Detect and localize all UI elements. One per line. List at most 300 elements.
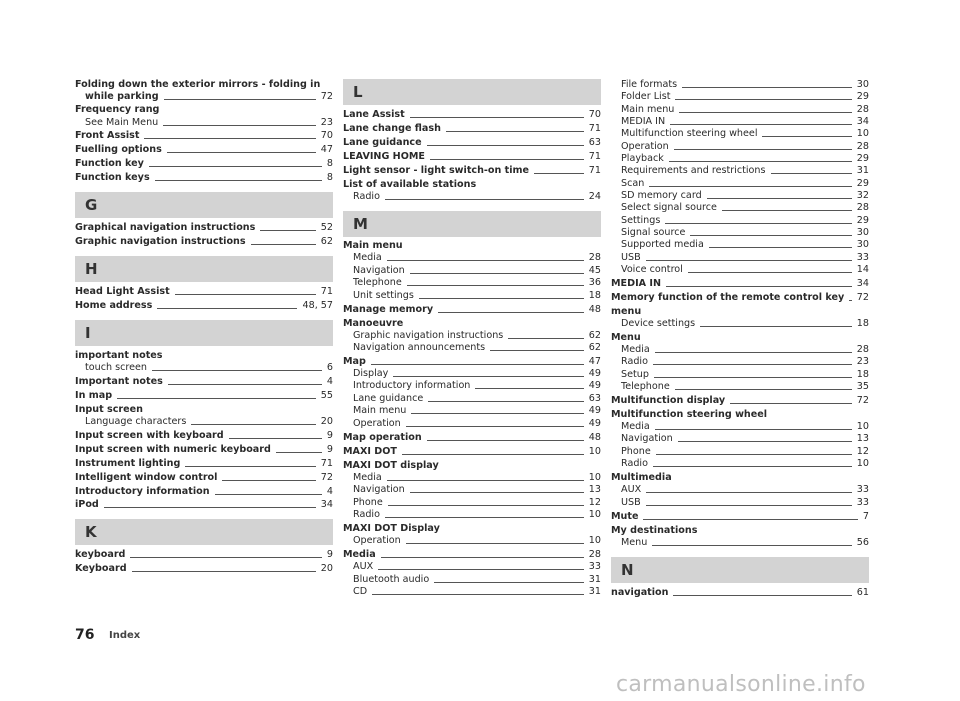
entry-page-number[interactable]: 49 [588,380,601,391]
entry-page-number[interactable]: 33 [856,497,869,508]
index-entry [343,151,601,163]
leader-line [410,117,584,118]
leader-line [168,384,322,385]
entry-page-number[interactable]: 63 [588,137,601,148]
leader-line [378,569,584,570]
leader-line [427,440,584,441]
entry-page-number[interactable]: 34 [856,116,869,127]
entry-page-number[interactable]: 10 [856,128,869,139]
entry-page-number[interactable]: 28 [856,104,869,115]
entry-page-number[interactable]: 23 [320,117,333,128]
leader-line [419,298,584,299]
entry-label: Front Assist [75,130,140,141]
leader-line [643,519,857,520]
leader-line [411,413,583,414]
index-entry [75,350,333,362]
entry-label: Map [343,356,366,367]
entry-page-number[interactable]: 62 [320,236,333,247]
leader-line [260,230,315,231]
entry-page-number[interactable]: 32 [856,190,869,201]
letter-heading: N [611,557,869,583]
index-entry [343,123,601,135]
leader-line [707,198,852,199]
index-entry [611,252,869,264]
leader-line [155,180,322,181]
entry-page-number[interactable]: 35 [856,381,869,392]
index-entry [611,116,869,128]
leader-line [688,272,852,273]
entry-page-number[interactable]: 47 [588,356,601,367]
entry-label: Main menu [621,104,675,115]
leader-line [646,505,852,506]
index-entry [611,421,869,433]
entry-label: Fuelling options [75,144,162,155]
leader-line [393,376,583,377]
entry-label: USB [621,252,641,263]
entry-label: Introductory information [353,380,471,391]
leader-line [670,124,852,125]
entry-label: navigation [611,587,669,598]
entry-label: Manage memory [343,304,434,315]
leader-line [164,99,316,100]
entry-page-number[interactable]: 52 [320,222,333,233]
entry-label: touch screen [85,362,148,373]
entry-page-number[interactable]: 72 [320,91,333,102]
leader-line [152,370,322,371]
entry-label: Operation [353,535,401,546]
entry-label: Main menu [343,240,403,251]
leader-line [149,166,322,167]
entry-page-number[interactable]: 8 [326,172,333,183]
letter-heading: G [75,192,333,218]
index-entry [611,587,869,599]
index-entry [611,239,869,251]
entry-page-number[interactable]: 28 [588,549,601,560]
leader-line [446,131,584,132]
index-entry [343,137,601,149]
index-entry [611,356,869,368]
entry-page-number[interactable]: 33 [588,561,601,572]
leader-line [675,389,852,390]
entry-label: Function key [75,158,144,169]
entry-label: Radio [353,509,380,520]
entry-page-number[interactable]: 30 [856,239,869,250]
index-entry [75,117,333,129]
entry-label: Input screen with numeric keyboard [75,444,271,455]
entry-label: Folding down the exterior mirrors - folding in [75,79,321,90]
index-entry [611,537,869,549]
leader-line [385,199,584,200]
entry-label: Scan [621,178,645,189]
entry-page-number[interactable]: 55 [320,390,333,401]
index-entry [75,472,333,484]
entry-page-number[interactable]: 56 [856,537,869,548]
entry-label: Graphic navigation instructions [353,330,504,341]
entry-label: Operation [353,418,401,429]
index-entry [343,509,601,521]
entry-page-number[interactable]: 8 [326,158,333,169]
leader-line [406,426,584,427]
index-entry [611,141,869,153]
entry-page-number[interactable]: 34 [320,499,333,510]
letter-heading: L [343,79,601,105]
entry-page-number[interactable]: 13 [856,433,869,444]
entry-page-number[interactable]: 61 [856,587,869,598]
index-entry [611,153,869,165]
index-entry [611,165,869,177]
entry-label: Lane change flash [343,123,441,134]
entry-page-number[interactable]: 13 [588,484,601,495]
entry-page-number[interactable]: 71 [588,151,601,162]
index-entry [611,292,869,304]
index-entry [611,104,869,116]
entry-label: Telephone [621,381,670,392]
entry-page-number[interactable]: 62 [588,342,601,353]
index-entry [343,574,601,586]
leader-line [163,125,316,126]
entry-page-number[interactable]: 30 [856,227,869,238]
leader-line [276,452,322,453]
entry-label: Navigation announcements [353,342,486,353]
entry-label: Setup [621,369,649,380]
entry-label: MAXI DOT Display [343,523,440,534]
index-entry [75,458,333,470]
index-entry [343,265,601,277]
leader-line [132,571,316,572]
entry-label: Lane Assist [343,109,405,120]
entry-label: Head Light Assist [75,286,170,297]
index-entry [343,318,601,330]
index-entry [343,446,601,458]
entry-page-number[interactable]: 7 [862,511,869,522]
entry-page-number[interactable]: 31 [856,165,869,176]
leader-line [709,247,852,248]
entry-page-number[interactable]: 4 [326,486,333,497]
leader-line [679,112,851,113]
entry-label: Folder List [621,91,671,102]
entry-label: Media [621,344,650,355]
entry-page-number[interactable]: 30 [856,79,869,90]
entry-page-number[interactable]: 29 [856,178,869,189]
leader-line [167,152,316,153]
entry-page-number[interactable]: 29 [856,153,869,164]
entry-page-number[interactable]: 71 [320,458,333,469]
entry-label: Memory function of the remote control key [611,292,845,303]
entry-label: while parking [85,91,159,102]
leader-line [130,557,321,558]
leader-line [653,466,852,467]
entry-page-number[interactable]: 9 [326,430,333,441]
index-entry [75,222,333,234]
entry-label: Navigation [621,433,673,444]
index-entry [343,405,601,417]
index-entry [343,165,601,177]
entry-label: USB [621,497,641,508]
entry-label: Manoeuvre [343,318,404,329]
entry-label: Input screen [75,404,143,415]
leader-line [402,454,584,455]
index-entry [343,179,601,191]
entry-label: Media [353,472,382,483]
index-entry [343,290,601,302]
index-entry [343,356,601,368]
entry-page-number[interactable]: 45 [588,265,601,276]
index-entry [75,416,333,428]
index-entry [611,91,869,103]
entry-label: Intelligent window control [75,472,218,483]
leader-line [434,582,584,583]
index-entry [611,215,869,227]
index-entry [343,191,601,203]
entry-label: important notes [75,350,163,361]
entry-label: Display [353,368,389,379]
index-entry [611,278,869,290]
entry-page-number[interactable]: 10 [588,446,601,457]
entry-label: Menu [611,332,641,343]
entry-page-number[interactable]: 20 [320,416,333,427]
index-entry [343,330,601,342]
entry-page-number[interactable]: 31 [588,586,601,597]
index-entry [343,418,601,430]
entry-page-number[interactable]: 10 [856,421,869,432]
entry-label: menu [611,306,642,317]
entry-page-number[interactable]: 49 [588,368,601,379]
entry-page-number[interactable]: 63 [588,393,601,404]
entry-label: Input screen with keyboard [75,430,224,441]
entry-page-number[interactable]: 70 [588,109,601,120]
leader-line [406,543,584,544]
entry-label: Navigation [353,265,405,276]
index-entry [611,525,869,537]
index-entry [75,236,333,248]
entry-label: Keyboard [75,563,127,574]
index-entry [75,486,333,498]
entry-label: File formats [621,79,678,90]
entry-page-number[interactable]: 72 [320,472,333,483]
index-entry [75,404,333,416]
index-entry [611,128,869,140]
leader-line [700,326,852,327]
entry-label: keyboard [75,549,126,560]
entry-label: Frequency rang [75,104,160,115]
entry-label: Lane guidance [353,393,424,404]
entry-page-number[interactable]: 33 [856,252,869,263]
leader-line [430,159,584,160]
leader-line [666,286,852,287]
entry-page-number[interactable]: 10 [588,509,601,520]
entry-label: MAXI DOT [343,446,397,457]
index-entry [75,144,333,156]
leader-line [682,87,852,88]
entry-label: Operation [621,141,669,152]
entry-label: Graphical navigation instructions [75,222,256,233]
leader-line [191,424,315,425]
entry-label: In map [75,390,113,401]
entry-page-number[interactable]: 14 [856,264,869,275]
index-entry [611,472,869,484]
entry-page-number[interactable]: 12 [588,497,601,508]
entry-page-number[interactable]: 10 [588,472,601,483]
entry-label: Radio [621,458,648,469]
leader-line [762,136,851,137]
index-entry [75,563,333,575]
index-entry [611,446,869,458]
leader-line [690,235,851,236]
entry-page-number[interactable]: 70 [320,130,333,141]
entry-page-number[interactable]: 24 [588,191,601,202]
leader-line [104,507,316,508]
entry-label: Supported media [621,239,704,250]
entry-label: Mute [611,511,639,522]
leader-line [665,223,851,224]
entry-page-number[interactable]: 72 [856,395,869,406]
entry-label: MEDIA IN [611,278,661,289]
leader-line [673,595,851,596]
leader-line [388,505,584,506]
entry-label: Multifunction display [611,395,726,406]
index-entry [611,178,869,190]
index-entry [75,390,333,402]
entry-page-number[interactable]: 9 [326,444,333,455]
entry-label: Phone [353,497,383,508]
entry-page-number[interactable]: 28 [856,141,869,152]
entry-label: Requirements and restrictions [621,165,766,176]
leader-line [410,273,584,274]
entry-page-number[interactable]: 49 [588,405,601,416]
entry-page-number[interactable]: 29 [856,91,869,102]
leader-line [215,494,322,495]
leader-line [653,364,852,365]
index-entry [75,430,333,442]
entry-label: Bluetooth audio [353,574,430,585]
leader-line [428,401,583,402]
index-entry [343,460,601,472]
entry-page-number[interactable]: 28 [856,344,869,355]
index-entry [611,409,869,421]
entry-label: See Main Menu [85,117,159,128]
index-entry [343,549,601,561]
entry-label: Function keys [75,172,150,183]
index-entry [611,344,869,356]
index-entry [75,549,333,561]
entry-label: Signal source [621,227,686,238]
leader-line [674,149,852,150]
entry-page-number[interactable]: 72 [856,292,869,303]
index-entry [75,444,333,456]
entry-page-number[interactable]: 29 [856,215,869,226]
watermark: carmanualsonline.info [616,672,866,697]
leader-line [410,492,584,493]
index-entry [611,511,869,523]
entry-page-number[interactable]: 47 [320,144,333,155]
entry-label: Map operation [343,432,422,443]
leader-line [675,99,851,100]
entry-page-number[interactable]: 28 [588,252,601,263]
entry-page-number[interactable]: 71 [588,123,601,134]
entry-page-number[interactable]: 62 [588,330,601,341]
entry-page-number[interactable]: 12 [856,446,869,457]
entry-page-number[interactable]: 48, 57 [302,300,333,311]
index-entry [611,484,869,496]
index-entry [343,523,601,535]
index-entry [343,277,601,289]
index-entry [343,472,601,484]
entry-label: Phone [621,446,651,457]
section-label: Index [109,630,141,641]
leader-line [490,350,584,351]
letter-heading: H [75,256,333,282]
entry-label: AUX [353,561,374,572]
leader-line [771,173,852,174]
index-entry [75,362,333,374]
leader-line [849,300,852,301]
entry-label: Multifunction steering wheel [611,409,768,420]
index-entry [343,535,601,547]
entry-page-number[interactable]: 48 [588,432,601,443]
leader-line [678,441,852,442]
entry-page-number[interactable]: 48 [588,304,601,315]
index-entry [343,586,601,598]
entry-label: MAXI DOT display [343,460,439,471]
leader-line [251,244,316,245]
entry-page-number[interactable]: 4 [326,376,333,387]
index-entry [611,318,869,330]
leader-line [722,210,852,211]
index-entry [75,499,333,511]
entry-label: Instrument lighting [75,458,181,469]
entry-label: List of available stations [343,179,477,190]
entry-page-number[interactable]: 23 [856,356,869,367]
index-entry [611,190,869,202]
index-entry [343,561,601,573]
entry-page-number[interactable]: 31 [588,574,601,585]
entry-page-number[interactable]: 71 [588,165,601,176]
entry-page-number[interactable]: 9 [326,549,333,560]
entry-label: Home address [75,300,153,311]
entry-label: Main menu [353,405,407,416]
entry-page-number[interactable]: 49 [588,418,601,429]
leader-line [407,285,584,286]
leader-line [387,480,584,481]
entry-page-number[interactable]: 33 [856,484,869,495]
leader-line [730,403,852,404]
entry-label: Radio [353,191,380,202]
entry-page-number[interactable]: 6 [326,362,333,373]
entry-page-number[interactable]: 10 [856,458,869,469]
leader-line [385,517,584,518]
entry-page-number[interactable]: 18 [856,318,869,329]
entry-label: Telephone [353,277,402,288]
index-entry [343,304,601,316]
leader-line [656,454,852,455]
entry-label: iPod [75,499,99,510]
entry-page-number[interactable]: 71 [320,286,333,297]
index-entry [611,369,869,381]
entry-page-number[interactable]: 34 [856,278,869,289]
entry-label: My destinations [611,525,698,536]
entry-page-number[interactable]: 36 [588,277,601,288]
index-entry [343,109,601,121]
entry-page-number[interactable]: 20 [320,563,333,574]
index-entry [611,497,869,509]
entry-label: Navigation [353,484,405,495]
leader-line [649,186,851,187]
letter-heading: K [75,519,333,545]
entry-page-number[interactable]: 18 [856,369,869,380]
entry-page-number[interactable]: 18 [588,290,601,301]
entry-page-number[interactable]: 10 [588,535,601,546]
entry-page-number[interactable]: 28 [856,202,869,213]
